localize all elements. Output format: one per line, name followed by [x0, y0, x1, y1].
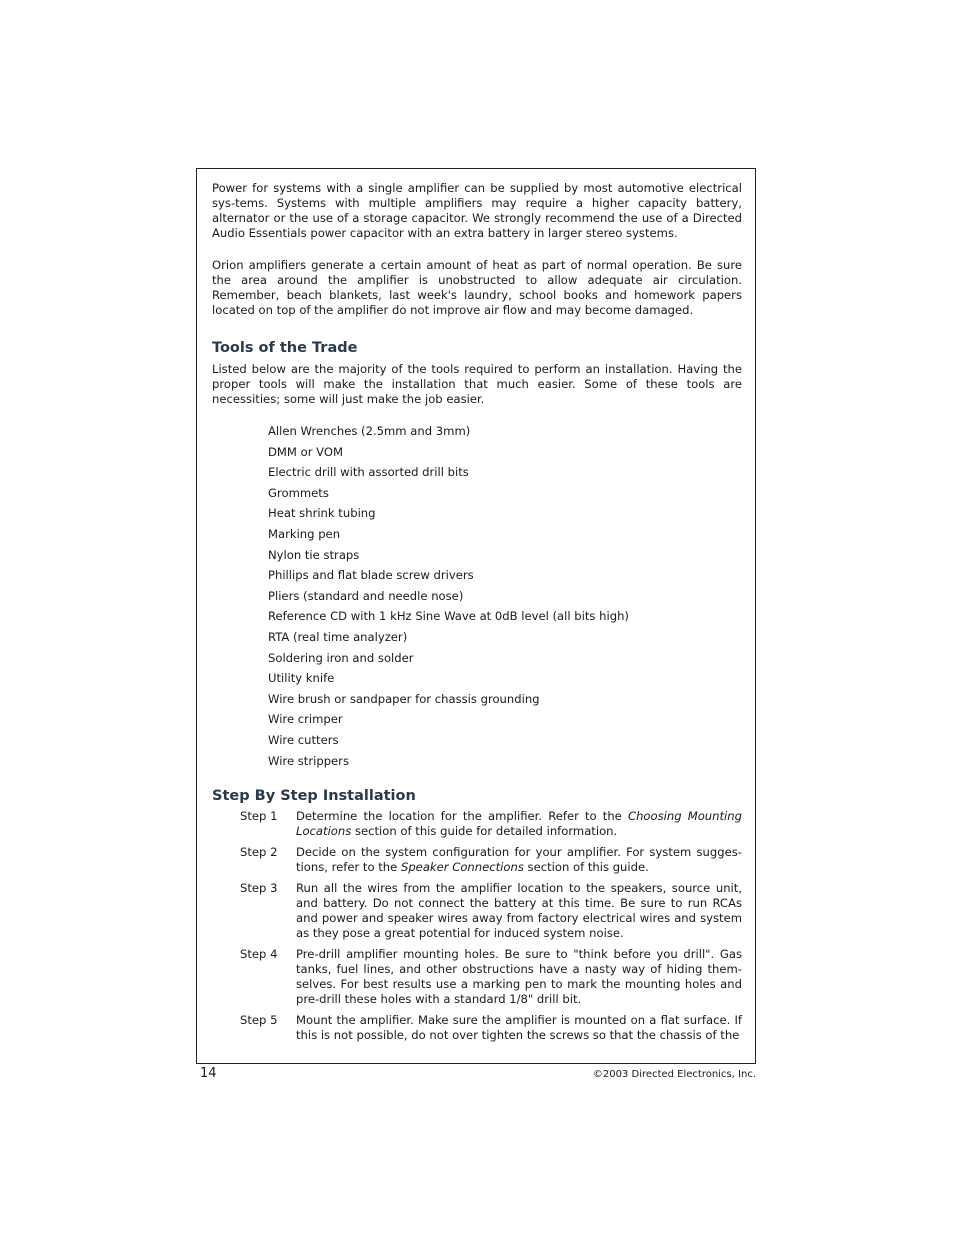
step-text-part: Pre-drill amplifier mounting holes. Be sure to "think before you drill". Gas tanks, fuel lines, and other obstructions have a nasty way of hiding them-selves. For best results use a marking pen to mark the mounting holes and pre-drill these holes with a standard 1/8" drill bit. [296, 947, 742, 1007]
tool-item: Reference CD with 1 kHz Sine Wave at 0dB level (all bits high) [268, 609, 629, 624]
paragraph-heat: Orion amplifiers generate a certain amount of heat as part of normal operation. Be sure the area around the amplifier is unobstructed to allow adequate air circulation. Remember, beach blankets, last week's laundry, school books and homework papers located on top of the amplifier do not improve air flow and may become damaged. [212, 258, 742, 317]
step-text-part: Run all the wires from the amplifier location to the speakers, source unit, and battery. Do not connect the battery at this time. Be sure to run RCAs and power and speaker wires away from factory electrical wires and system as they pose a great potential for induced system noise. [296, 881, 742, 941]
step-row [212, 809, 742, 839]
step-row [212, 845, 742, 875]
step-text [296, 809, 742, 839]
tool-item: Marking pen [268, 526, 341, 541]
paragraph-power: Power for systems with a single amplifier can be supplied by most automotive electrical sys-tems. Systems with multiple amplifiers may require a higher capacity battery, alternator or the use of a storage capacitor. We strongly recommend the use of a Directed Audio Essentials power capacitor with an extra battery in larger stereo systems. [212, 181, 742, 240]
tools-heading: Tools of the Trade [212, 340, 358, 356]
step-text-part: Decide on the system configuration for your amplifier. For system sugges-tions, refer to the [296, 845, 742, 875]
step-text-part: Mount the amplifier. Make sure the amplifier is mounted on a flat surface. If this is not possible, do not over tighten the screws so that the chassis of the [296, 1013, 742, 1043]
step-label: Step 5 [240, 1013, 278, 1028]
tool-item: Wire brush or sandpaper for chassis grounding [268, 691, 540, 706]
tools-list [212, 424, 742, 774]
tool-item: RTA (real time analyzer) [268, 629, 408, 644]
step-label: Step 4 [240, 947, 278, 962]
copyright-notice: ©2003 Directed Electronics, Inc. [592, 1069, 756, 1080]
step-text [296, 845, 742, 875]
step-text-part: section of this guide for detailed information. [351, 824, 618, 839]
step-row [212, 947, 742, 1007]
tool-item: Utility knife [268, 671, 335, 686]
step-text-part: Determine the location for the amplifier. Refer to the [296, 809, 628, 824]
step-label: Step 3 [240, 881, 278, 896]
tool-item: Nylon tie straps [268, 547, 360, 562]
page-content [212, 181, 742, 1049]
tool-item: Wire cutters [268, 732, 339, 747]
tool-item: Allen Wrenches (2.5mm and 3mm) [268, 424, 471, 438]
tool-item: Phillips and flat blade screw drivers [268, 568, 474, 583]
steps-list [212, 809, 742, 1043]
tools-intro: Listed below are the majority of the tools required to perform an installation. Having the proper tools will make the installation that much easier. Some of these tools are necessities; some will just make the job easier. [212, 362, 742, 406]
tool-item: Heat shrink tubing [268, 506, 376, 521]
step-label: Step 1 [240, 809, 278, 824]
page-frame [196, 168, 756, 1064]
tool-item: Grommets [268, 485, 329, 500]
step-row [212, 881, 742, 941]
step-text [296, 881, 742, 941]
step-text [296, 947, 742, 1007]
tool-item: Electric drill with assorted drill bits [268, 465, 469, 480]
step-text [296, 1013, 742, 1043]
step-text-part: section of this guide. [523, 860, 649, 875]
tool-item: DMM or VOM [268, 444, 344, 459]
tool-item: Wire crimper [268, 712, 343, 727]
tool-item: Wire strippers [268, 753, 349, 768]
page-number: 14 [200, 1066, 217, 1081]
tool-item: Soldering iron and solder [268, 650, 414, 665]
step-text-reference: Choosing Mounting Locations [296, 809, 742, 839]
step-text-reference: Speaker Connections [400, 860, 524, 875]
tool-item: Pliers (standard and needle nose) [268, 588, 464, 603]
step-label: Step 2 [240, 845, 278, 860]
step-row [212, 1013, 742, 1043]
steps-heading: Step By Step Installation [212, 788, 416, 805]
